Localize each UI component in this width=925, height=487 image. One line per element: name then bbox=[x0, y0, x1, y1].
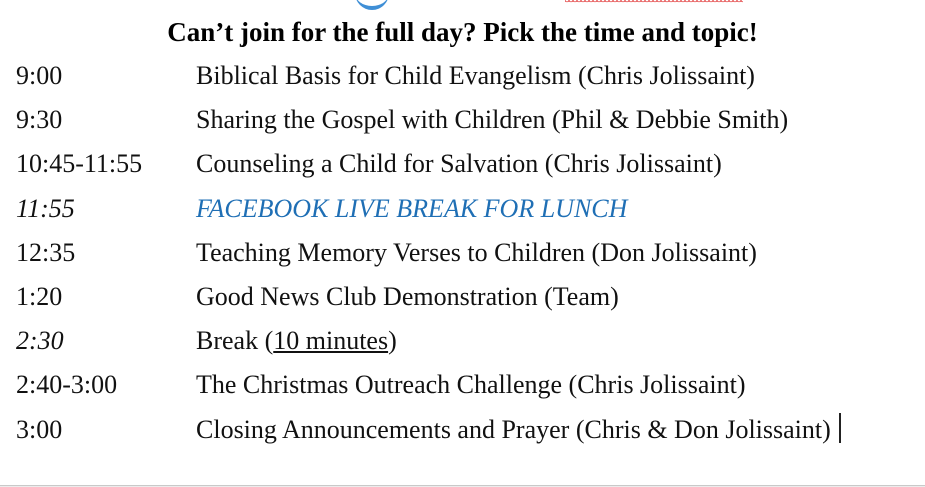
schedule-time[interactable]: 12:35 bbox=[16, 237, 76, 267]
schedule-time[interactable]: 11:55 bbox=[16, 193, 75, 223]
schedule-row[interactable] bbox=[16, 323, 916, 367]
schedule-topic[interactable]: Sharing the Gospel with Children (Phil & Debbie Smith) bbox=[196, 105, 789, 135]
schedule-time[interactable]: 2:40-3:00 bbox=[16, 370, 118, 400]
schedule-time[interactable]: 3:00 bbox=[16, 414, 63, 444]
schedule-topic[interactable]: Teaching Memory Verses to Children (Don Jolissaint) bbox=[196, 237, 757, 267]
schedule-topic[interactable] bbox=[196, 323, 397, 359]
schedule-row[interactable] bbox=[16, 279, 916, 323]
schedule-topic[interactable]: Counseling a Child for Salvation (Chris Jolissaint) bbox=[196, 149, 722, 179]
schedule-topic[interactable]: The Christmas Outreach Challenge (Chris Jolissaint) bbox=[196, 370, 746, 400]
schedule-topic-with-cursor[interactable] bbox=[196, 412, 841, 448]
schedule-time[interactable]: 10:45-11:55 bbox=[16, 149, 143, 179]
schedule-row[interactable] bbox=[16, 191, 916, 235]
schedule-row[interactable] bbox=[16, 102, 916, 146]
topic-suffix: ) bbox=[388, 326, 397, 356]
schedule-time[interactable]: 1:20 bbox=[16, 281, 63, 311]
spellcheck-underline bbox=[565, 0, 743, 4]
page-headline[interactable]: Can’t join for the full day? Pick the time and topic! bbox=[167, 17, 758, 47]
schedule-row[interactable] bbox=[16, 367, 916, 411]
topic-underlined-duration: 10 minutes bbox=[273, 326, 389, 356]
schedule-topic[interactable]: Good News Club Demonstration (Team) bbox=[196, 281, 619, 311]
topic-prefix: Break ( bbox=[196, 326, 274, 356]
heading-fragment-above bbox=[355, 0, 389, 10]
schedule-row[interactable] bbox=[16, 146, 916, 190]
schedule-time[interactable]: 2:30 bbox=[16, 326, 64, 356]
text-cursor bbox=[839, 413, 841, 443]
schedule-topic-live-break[interactable]: FACEBOOK LIVE BREAK FOR LUNCH bbox=[196, 193, 628, 223]
schedule-list bbox=[16, 58, 916, 456]
schedule-topic[interactable]: Closing Announcements and Prayer (Chris & Don Jolissaint) bbox=[196, 414, 831, 444]
schedule-row[interactable] bbox=[16, 58, 916, 102]
schedule-time[interactable]: 9:30 bbox=[16, 105, 63, 135]
schedule-row[interactable] bbox=[16, 235, 916, 279]
schedule-topic[interactable]: Biblical Basis for Child Evangelism (Chris Jolissaint) bbox=[196, 61, 755, 90]
schedule-time[interactable]: 9:00 bbox=[16, 61, 63, 90]
schedule-row[interactable] bbox=[16, 412, 916, 456]
